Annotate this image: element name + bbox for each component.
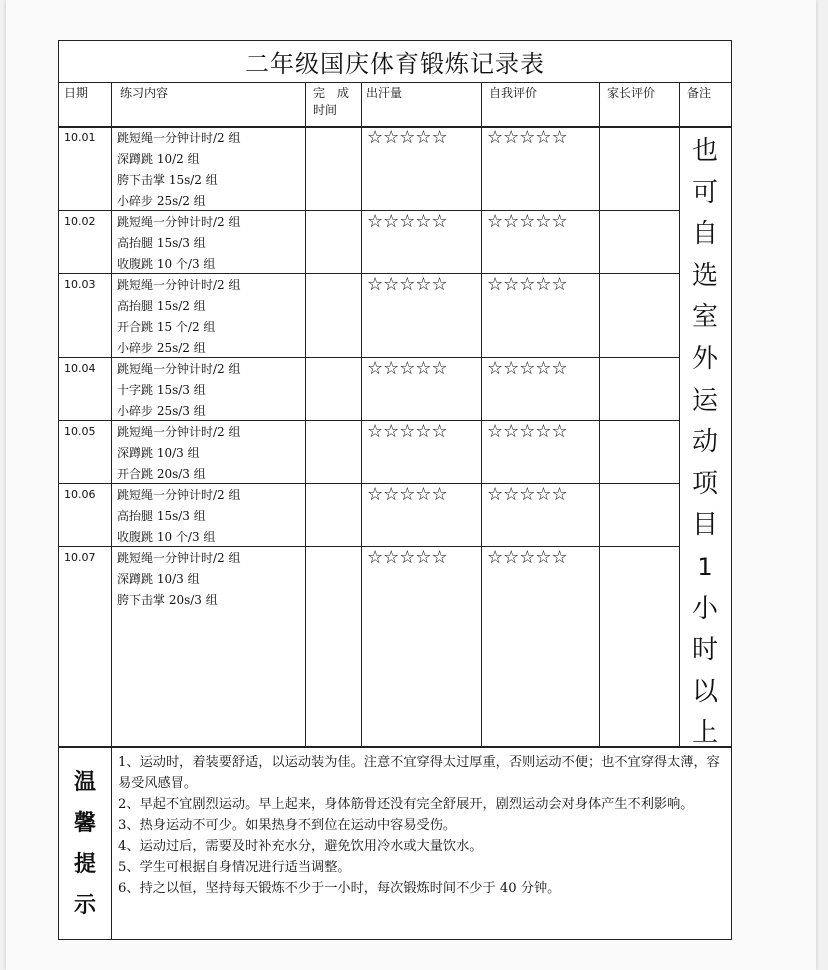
exercise-item: 跳短绳一分钟计时/2 组 [117, 362, 241, 376]
note-char: 项 [691, 468, 718, 499]
exercise-item: 跳短绳一分钟计时/2 组 [117, 278, 241, 292]
grid-line [679, 83, 680, 747]
header-self-eval: 自我评价 [489, 86, 538, 100]
grid-line [59, 483, 679, 484]
exercise-item: 高抬腿 15s/3 组 [117, 236, 206, 250]
note-char: 时 [691, 635, 718, 666]
grid-line [59, 746, 731, 748]
exercise-item: 深蹲跳 10/3 组 [117, 446, 200, 460]
note-char: 自 [691, 219, 718, 250]
self-rating-stars[interactable]: ☆☆☆☆☆ [487, 127, 568, 148]
header-date: 日期 [64, 86, 89, 100]
note-char: 1 [697, 552, 713, 581]
header-content: 练习内容 [120, 86, 169, 100]
self-rating-stars[interactable]: ☆☆☆☆☆ [487, 547, 568, 568]
exercise-item: 开合跳 15 个/2 组 [117, 320, 216, 334]
exercise-item: 小碎步 25s/3 组 [117, 404, 206, 418]
exercise-item: 开合跳 20s/3 组 [117, 467, 206, 481]
tip-item: 3、热身运动不可少。如果热身不到位在运动中容易受伤。 [118, 818, 457, 833]
row-date: 10.04 [64, 362, 96, 375]
row-date: 10.03 [64, 278, 96, 291]
row-exercises [111, 274, 305, 360]
tips-label-char: 温 [73, 768, 96, 795]
exercise-item: 深蹲跳 10/2 组 [117, 152, 200, 166]
grid-line [59, 546, 679, 547]
note-char: 也 [691, 136, 718, 166]
row-exercises [111, 211, 305, 276]
sweat-rating-stars[interactable]: ☆☆☆☆☆ [367, 484, 448, 505]
row-date: 10.05 [64, 425, 96, 438]
note-char: 动 [691, 427, 718, 458]
grid-line [59, 273, 679, 274]
note-char: 外 [691, 343, 718, 374]
header-completion-time [305, 83, 361, 127]
note-char: 目 [691, 510, 718, 541]
exercise-item: 高抬腿 15s/3 组 [117, 509, 206, 523]
table-title: 二年级国庆体育锻炼记录表 [59, 41, 731, 83]
row-date: 10.06 [64, 488, 96, 501]
self-rating-stars[interactable]: ☆☆☆☆☆ [487, 358, 568, 379]
exercise-item: 跳短绳一分钟计时/2 组 [117, 488, 241, 502]
row-date: 10.07 [64, 551, 96, 564]
exercise-item: 胯下击掌 15s/2 组 [117, 173, 218, 187]
grid-line [59, 420, 679, 421]
grid-line [305, 83, 306, 747]
exercise-item: 小碎步 25s/2 组 [117, 341, 206, 355]
exercise-item: 收腹跳 10 个/3 组 [117, 530, 216, 544]
exercise-item: 小碎步 25s/2 组 [117, 194, 206, 208]
grid-line [59, 210, 679, 211]
exercise-item: 跳短绳一分钟计时/2 组 [117, 215, 241, 229]
note-char: 室 [691, 302, 718, 333]
row-exercises [111, 127, 305, 213]
exercise-item: 跳短绳一分钟计时/2 组 [117, 425, 241, 439]
exercise-item: 跳短绳一分钟计时/2 组 [117, 131, 241, 145]
grid-line [59, 126, 731, 128]
exercise-item: 深蹲跳 10/3 组 [117, 572, 200, 586]
tips-label [59, 747, 111, 940]
self-rating-stars[interactable]: ☆☆☆☆☆ [487, 421, 568, 442]
exercise-item: 高抬腿 15s/2 组 [117, 299, 206, 313]
tip-item: 4、运动过后，需要及时补充水分，避免饮用冷水或大量饮水。 [118, 839, 483, 854]
header-note: 备注 [687, 86, 712, 100]
row-exercises [111, 358, 305, 423]
self-rating-stars[interactable]: ☆☆☆☆☆ [487, 274, 568, 295]
row-exercises [111, 484, 305, 549]
exercise-item: 收腹跳 10 个/3 组 [117, 257, 216, 271]
row-exercises [111, 547, 305, 612]
tip-item: 2、早起不宜剧烈运动。早上起来，身体筋骨还没有完全舒展开，剧烈运动会对身体产生不利影响。 [118, 797, 694, 812]
header-parent-eval: 家长评价 [607, 86, 656, 100]
note-char: 运 [691, 385, 718, 416]
document-page [6, 0, 816, 970]
tips-label-char: 示 [73, 891, 96, 918]
header-sweat: 出汗量 [366, 86, 403, 100]
exercise-item: 跳短绳一分钟计时/2 组 [117, 551, 241, 565]
exercise-item: 十字跳 15s/3 组 [117, 383, 206, 397]
tips-label-char: 馨 [73, 809, 96, 836]
header-time-line2: 时间 [313, 103, 338, 117]
sweat-rating-stars[interactable]: ☆☆☆☆☆ [367, 274, 448, 295]
sweat-rating-stars[interactable]: ☆☆☆☆☆ [367, 358, 448, 379]
row-date: 10.01 [64, 131, 96, 144]
grid-line [111, 83, 112, 939]
sweat-rating-stars[interactable]: ☆☆☆☆☆ [367, 547, 448, 568]
sweat-rating-stars[interactable]: ☆☆☆☆☆ [367, 211, 448, 232]
exercise-record-table [58, 40, 732, 940]
grid-line [361, 83, 362, 747]
row-date: 10.02 [64, 215, 96, 228]
sweat-rating-stars[interactable]: ☆☆☆☆☆ [367, 421, 448, 442]
header-time-line1: 完 成 [313, 86, 350, 100]
tips-content [111, 747, 731, 940]
row-exercises [111, 421, 305, 486]
grid-line [59, 357, 679, 358]
note-char: 选 [691, 260, 718, 291]
tip-item: 5、学生可根据自身情况进行适当调整。 [118, 860, 351, 875]
tip-item: 1、运动时，着装要舒适，以运动装为佳。注意不宜穿得太过厚重，否则运动不便；也不宜穿得太薄，容易受风感冒。 [118, 755, 720, 791]
self-rating-stars[interactable]: ☆☆☆☆☆ [487, 484, 568, 505]
tip-item: 6、持之以恒，坚持每天锻炼不少于一小时，每次锻炼时间不少于 40 分钟。 [118, 881, 561, 896]
sweat-rating-stars[interactable]: ☆☆☆☆☆ [367, 127, 448, 148]
note-char: 可 [691, 177, 718, 208]
grid-line [481, 83, 482, 747]
self-rating-stars[interactable]: ☆☆☆☆☆ [487, 211, 568, 232]
note-char: 上 [691, 718, 718, 749]
grid-line [599, 83, 600, 747]
note-vertical-text [679, 127, 731, 747]
note-char: 小 [691, 593, 718, 624]
exercise-item: 胯下击掌 20s/3 组 [117, 593, 218, 607]
tips-label-char: 提 [73, 850, 96, 877]
note-char: 以 [691, 676, 718, 707]
